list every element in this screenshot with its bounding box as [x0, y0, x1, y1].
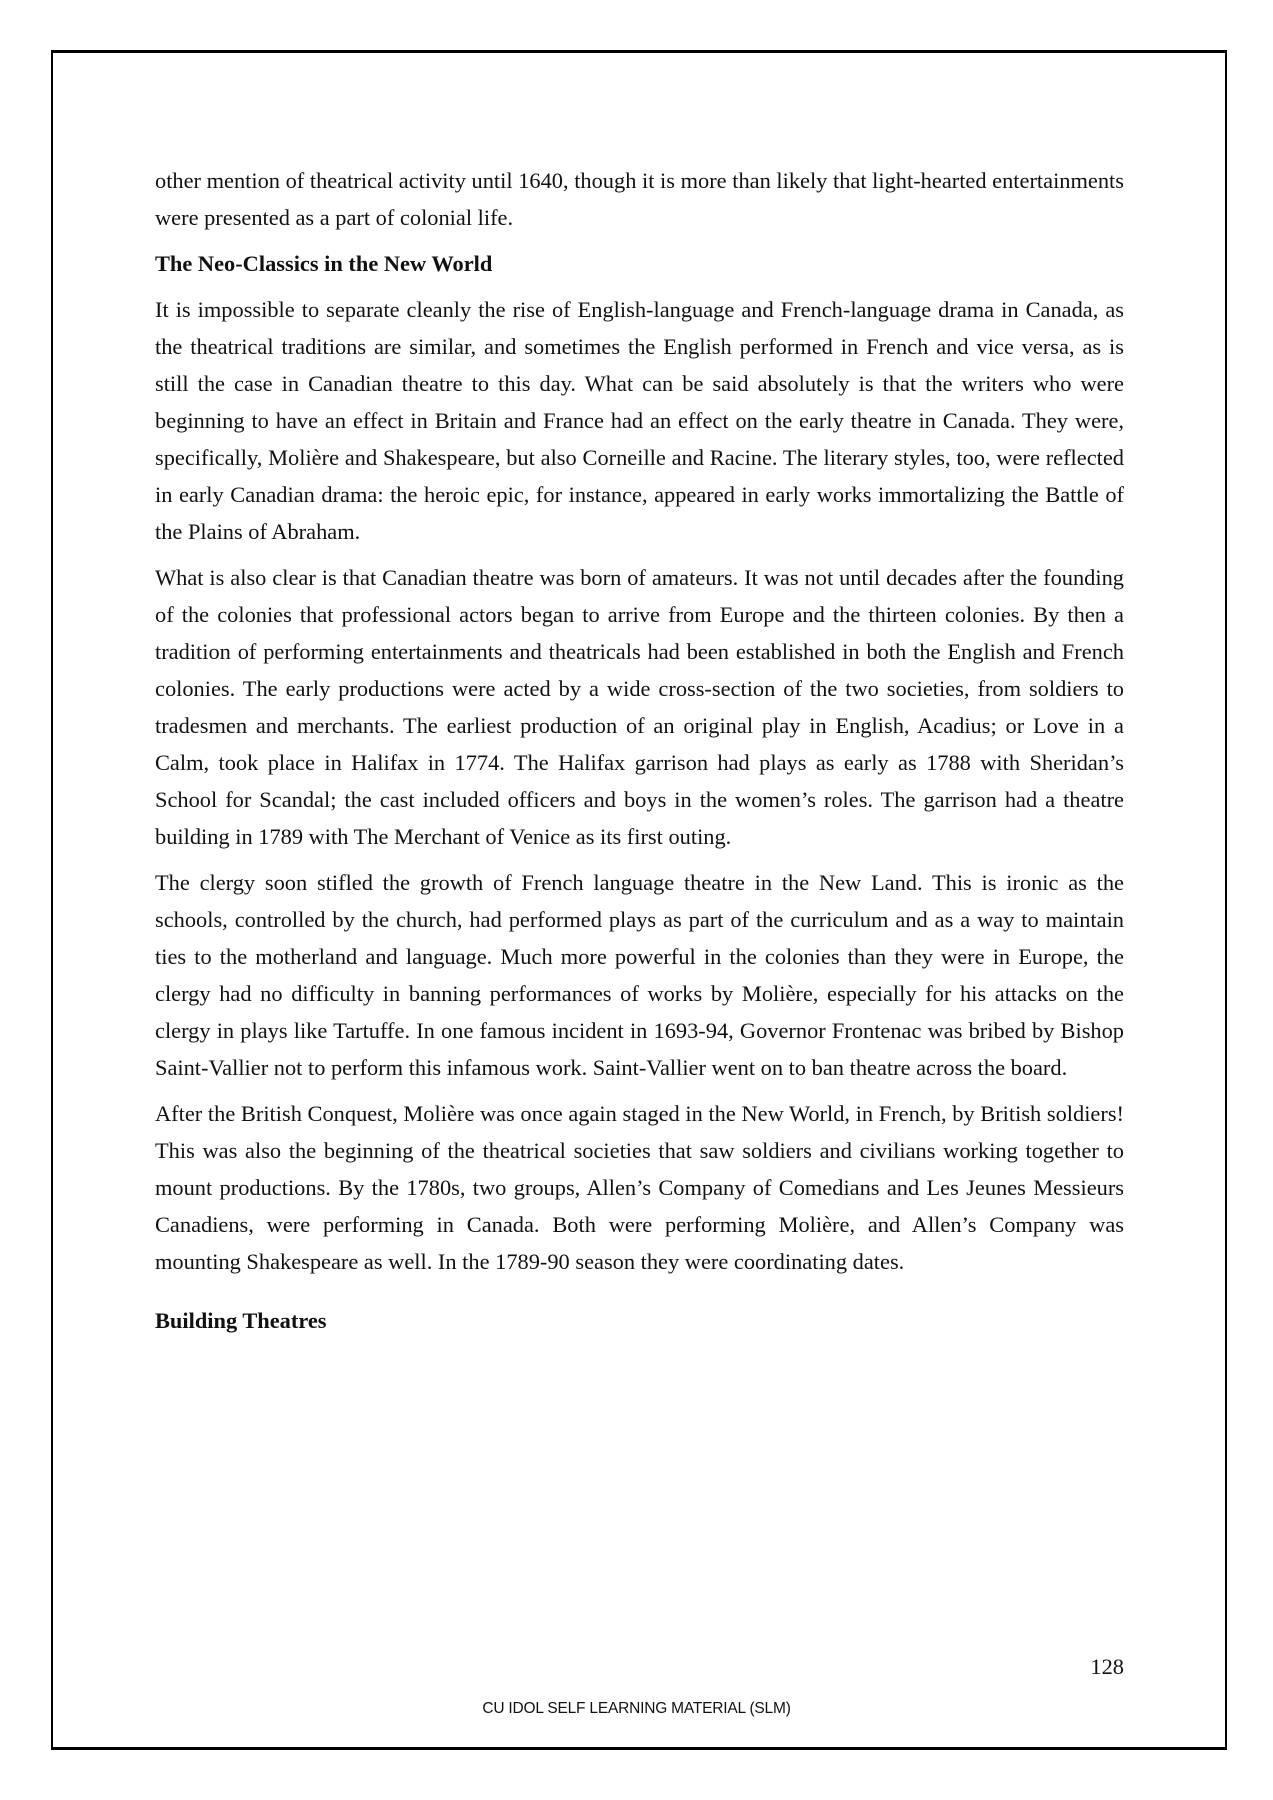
paragraph-neo-classics: It is impossible to separate cleanly the rise of English-language and French-language drama in Canada, as the theatrical traditions are similar, and sometimes the English performed in French and vice versa, as is still the case in Canadian theatre to this day. What can be said absolutely is that the writers who were beginning to have an effect in Britain and France had an effect on the early theatre in Canada. They were, specifically, Molière and Shakespeare, but also Corneille and Racine. The literary styles, too, were reflected in early Canadian drama: the heroic epic, for instance, appeared in early works immortalizing the Battle of the Plains of Abraham. — [155, 297, 1124, 544]
heading-neo-classics: The Neo-Classics in the New World — [155, 251, 493, 276]
page-number: 128 — [1090, 1654, 1124, 1679]
paragraph-british-conquest: After the British Conquest, Molière was once again staged in the New World, in French, by British soldiers! This was also the beginning of the theatrical societies that saw soldiers and civilians working together to mount productions. By the 1780s, two groups, Allen’s Company of Comedians and Les Jeunes Messieurs Canadiens, were performing in Canada. Both were performing Molière, and Allen’s Company was mounting Shakespeare as well. In the 1789-90 season they were coordinating dates. — [155, 1101, 1124, 1274]
page-footer: CU IDOL SELF LEARNING MATERIAL (SLM) — [482, 1700, 791, 1717]
paragraph-amateurs: What is also clear is that Canadian theatre was born of amateurs. It was not until decades after the founding of the colonies that professional actors began to arrive from Europe and the thirteen colonies. By then a tradition of performing entertainments and theatricals had been established in both the English and French colonies. The early productions were acted by a wide cross-section of the two societies, from soldiers to tradesmen and merchants. The earliest production of an original play in English, Acadius; or Love in a Calm, took place in Halifax in 1774. The Halifax garrison had plays as early as 1788 with Sheridan’s School for Scandal; the cast included officers and boys in the women’s roles. The garrison had a theatre building in 1789 with The Merchant of Venice as its first outing. — [155, 565, 1124, 849]
heading-building-theatres: Building Theatres — [155, 1308, 327, 1333]
page-content — [155, 162, 1124, 1348]
paragraph-clergy: The clergy soon stifled the growth of French language theatre in the New Land. This is ironic as the schools, controlled by the church, had performed plays as part of the curriculum and as a way to maintain ties to the motherland and language. Much more powerful in the colonies than they were in Europe, the clergy had no difficulty in banning performances of works by Molière, especially for his attacks on the clergy in plays like Tartuffe. In one famous incident in 1693-94, Governor Frontenac was bribed by Bishop Saint-Vallier not to perform this infamous work. Saint-Vallier went on to ban theatre across the board. — [155, 870, 1124, 1080]
paragraph-intro-continuation: other mention of theatrical activity until 1640, though it is more than likely that light-hearted entertainments were presented as a part of colonial life. — [155, 168, 1124, 230]
